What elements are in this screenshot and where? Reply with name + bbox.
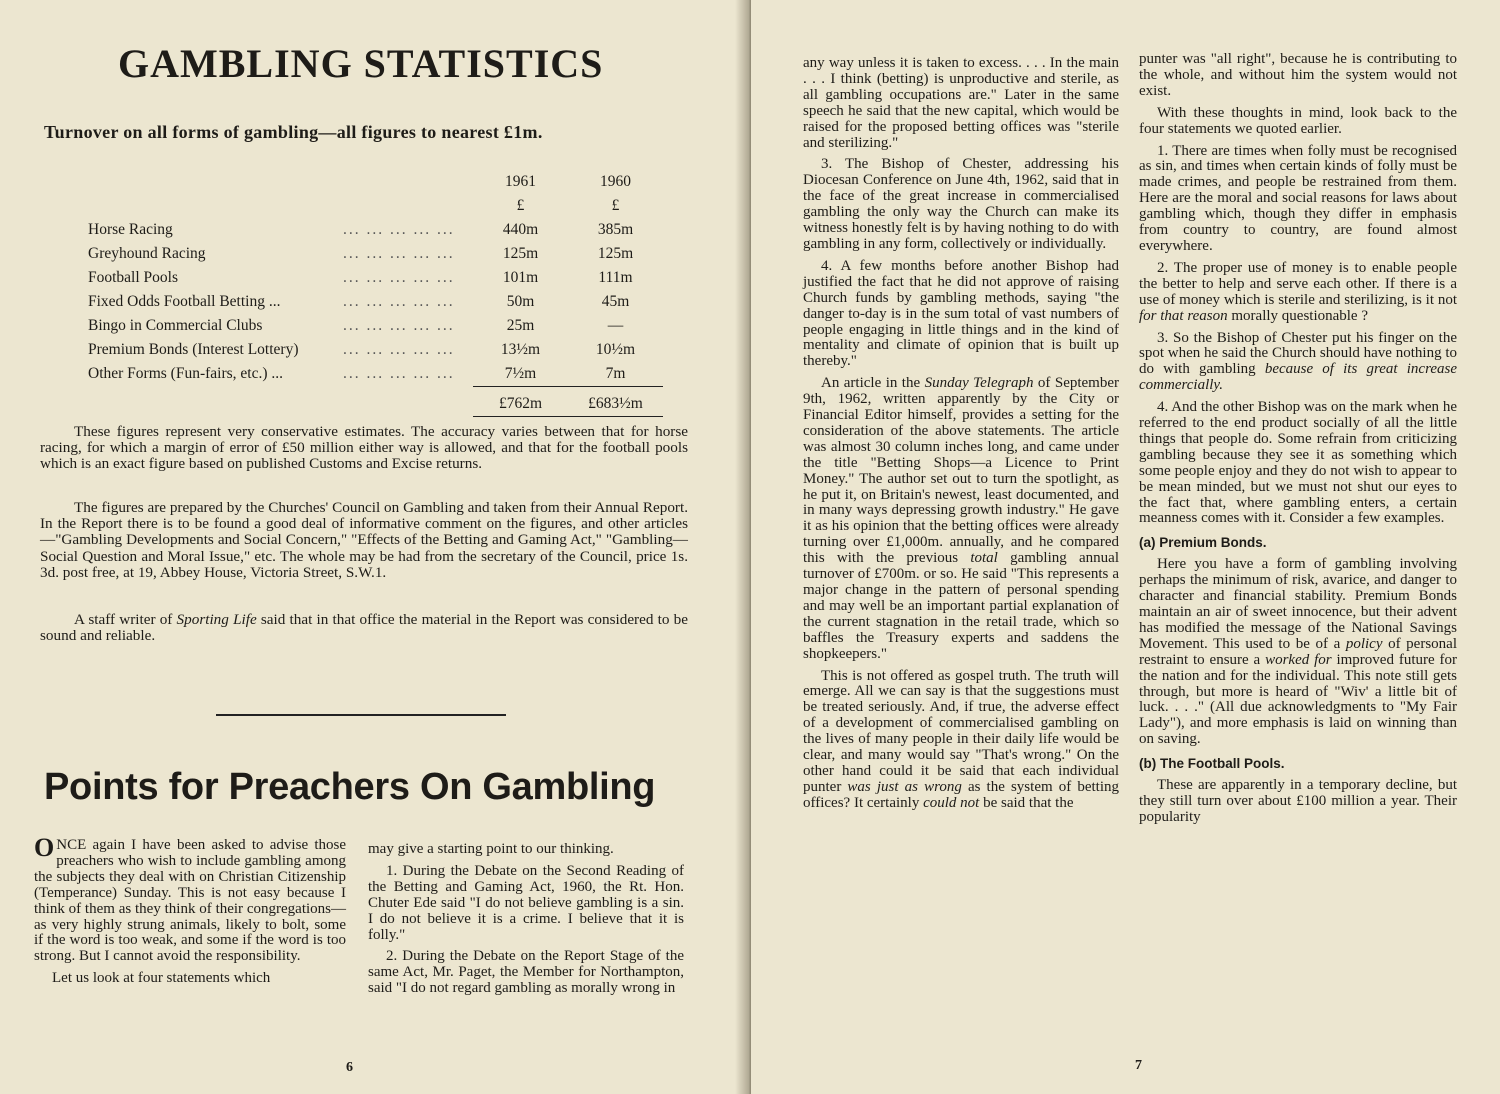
leader-dots: ... ... ... ... ... xyxy=(343,317,455,334)
paget-quote-paragraph: any way unless it is taken to excess. . . . In the main . . . I think (betting) is unproductive and sterile, as all gambling occupations are." Later in the same speech he said that the new capital, which would be raised for the proposed betting offices was "sterile and sterilizing." xyxy=(803,55,1119,151)
statements-lead-paragraph: Let us look at four statements which xyxy=(52,970,271,987)
column-header-1960: 1960 xyxy=(600,173,631,190)
table-subtitle: Turnover on all forms of gambling—all figures to nearest £1m. xyxy=(44,122,543,142)
row-label: Horse Racing xyxy=(88,221,173,238)
value-1960: 10½m xyxy=(595,341,636,358)
leader-dots: ... ... ... ... ... xyxy=(343,245,455,262)
table-row xyxy=(88,290,663,314)
value-1961: 25m xyxy=(506,317,535,334)
gospel-truth-paragraph: This is not offered as gospel truth. The truth will emerge. All we can say is that the suggestions must be treated seriously. And, if true, the adverse effect of a development of commercialised gambling on the lives of many people in their daily life would be clear, and many would say "That's wrong." On the other hand could it be said that each individual punter was just as wrong as the system of betting offices? It certainly could not be said that the xyxy=(803,667,1119,811)
leader-dots: ... ... ... ... ... xyxy=(343,269,455,286)
value-1961: 101m xyxy=(502,269,539,286)
value-1960: 385m xyxy=(597,221,634,238)
estimates-paragraph: These figures represent very conservative estimates. The accuracy varies between that for horse racing, for which a margin of error of £50 million either way is allowed, and that for the football pools which is an exact figure based on published Customs and Excise returns. xyxy=(40,423,688,473)
table-row xyxy=(88,338,663,362)
page-number: 7 xyxy=(1135,1058,1142,1073)
table-row xyxy=(88,362,663,387)
leader-dots: ... ... ... ... ... xyxy=(343,293,455,310)
thoughts-paragraph: With these thoughts in mind, look back to the four statements we quoted earlier. xyxy=(1139,104,1457,137)
row-label: Bingo in Commercial Clubs xyxy=(88,317,263,334)
table-row xyxy=(88,266,663,290)
article-column-3 xyxy=(803,56,1119,818)
section-title: Points for Preachers On Gambling xyxy=(44,766,656,808)
value-1960: 45m xyxy=(601,293,630,310)
value-1961: 7½m xyxy=(473,362,568,387)
point-2-paragraph: 2. The proper use of money is to enable people the better to help and serve each other. If there is a use of money which is sterile and sterilizing, is it not for that reason morally questionable ? xyxy=(1139,259,1457,324)
leader-dots: ... ... ... ... ... xyxy=(343,365,455,383)
premium-bonds-paragraph: Here you have a form of gambling involving perhaps the minimum of risk, avarice, and danger to character and financial stability. Premium Bonds maintain an air of sweet innocence, but their advent has modified the message of the National Savings Movement. This used to be of a policy of personal restraint to ensure a worked for improved future for the nation and for the individual. This note still gets through, but more is heard of "Wiv' a little bit of luck. . . ." (All due acknowledgments to "My Fair Lady"), and more emphasis is laid on winning than on saving. xyxy=(1139,556,1457,748)
article-column-1 xyxy=(34,833,346,993)
premium-bonds-heading: (a) Premium Bonds. xyxy=(1139,535,1267,551)
value-1960: 125m xyxy=(597,245,634,262)
leader-dots: ... ... ... ... ... xyxy=(343,341,455,358)
source-paragraph: The figures are prepared by the Churches' Council on Gambling and taken from their Annual Report. In the Report there is to be found a good deal of informative comment on the figures, and other articles—"Gambling Developments and Social Concern," "Effects of the Betting and Gaming Act," "Gambling—Social Question and Moral Issue," etc. The whole may be had from the secretary of the Council, price 1s. 3d. post free, at 19, Abbey House, Victoria Street, S.W.1. xyxy=(40,499,688,581)
page-number: 6 xyxy=(346,1060,353,1075)
column-header-1961: 1961 xyxy=(505,173,536,190)
statement-4-paragraph: 4. A few months before another Bishop had justified the fact that he did not approve of raising Church funds by gambling methods, saying "the danger to-day is in the sum total of vast numbers of people engaging in little things and in the kind of mentality and climate of opinion that is built up thereby." xyxy=(803,257,1119,370)
football-pools-paragraph: These are apparently in a temporary decline, but they still turn over about £100 million a year. Their popularity xyxy=(1139,777,1457,825)
left-page xyxy=(0,0,749,1094)
value-1961: 13½m xyxy=(500,341,541,358)
table-row xyxy=(88,218,663,242)
value-1961: 440m xyxy=(502,221,539,238)
currency-row xyxy=(88,194,663,218)
total-1960: £683½m xyxy=(568,387,663,417)
row-label: Fixed Odds Football Betting ... xyxy=(88,293,281,310)
total-1961: £762m xyxy=(473,387,568,417)
point-1-paragraph: 1. There are times when folly must be recognised as sin, and times when certain kinds of folly must be made crimes, and people be restrained from them. Here are the moral and social reasons for laws about gambling which, though they differ in emphasis from country to country, are found almost everywhere. xyxy=(1139,142,1457,254)
leader-dots: ... ... ... ... ... xyxy=(343,221,455,238)
statement-1-paragraph: 1. During the Debate on the Second Reading of the Betting and Gaming Act, 1960, the Rt. Hon. Chuter Ede said "I do not believe gambling is a sin. I do not believe it is a crime. I believe that it is folly." xyxy=(368,862,684,943)
table-row xyxy=(88,242,663,266)
table-row xyxy=(88,314,663,338)
page-title: GAMBLING STATISTICS xyxy=(118,41,604,86)
continued-paragraph: may give a starting point to our thinking. xyxy=(368,841,614,857)
article-column-2 xyxy=(368,842,684,1003)
value-1961: 50m xyxy=(506,293,535,310)
row-label: Football Pools xyxy=(88,269,179,286)
statement-2-paragraph: 2. During the Debate on the Report Stage of the same Act, Mr. Paget, the Member for Northampton, said "I do not regard gambling as morally wrong in xyxy=(368,948,684,997)
table-header-row xyxy=(88,170,663,194)
row-label: Premium Bonds (Interest Lottery) xyxy=(88,341,299,358)
row-label: Other Forms (Fun-fairs, etc.) ... xyxy=(88,365,283,383)
value-1961: 125m xyxy=(502,245,539,262)
value-1960: 111m xyxy=(598,269,633,286)
section-divider xyxy=(216,714,506,716)
right-page xyxy=(751,0,1500,1094)
value-1960: 7m xyxy=(568,362,663,387)
currency-1960: £ xyxy=(611,197,620,214)
value-1960: — xyxy=(607,317,624,334)
row-label: Greyhound Racing xyxy=(88,245,206,262)
drop-cap: O xyxy=(34,833,55,862)
gambling-statistics-table xyxy=(88,170,663,417)
sporting-life-paragraph: A staff writer of Sporting Life said that in that office the material in the Report was considered to be sound and reliable. xyxy=(40,611,688,645)
table-total-row xyxy=(88,387,663,417)
punter-paragraph: punter was "all right", because he is contributing to the whole, and without him the system would not exist. xyxy=(1139,51,1457,99)
telegraph-paragraph: An article in the Sunday Telegraph of September 9th, 1962, written apparently by the City or Financial Editor himself, provides a setting for the consideration of the above statements. The article was almost 30 column inches long, and came under the title "Betting Shops—a Licence to Print Money." The author set out to turn the spotlight, as he put it, on Britain's newest, least documented, and in many ways depressing growth industry." He gave it as his opinion that the betting offices were already turning over £1,000m. annually, and he compared this with the previous total gambling annual turnover of £700m. or so. He said "This represents a major change in the pattern of personal spending and may well be an important partial explanation of the current stagnation in the retail trade, which so baffles the Treasury experts and saddens the shopkeepers." xyxy=(803,375,1119,662)
point-4-paragraph: 4. And the other Bishop was on the mark when he referred to the end product socially of all the little things that people do. Some refrain from criticizing gambling because they see it as something which some people enjoy and they do not wish to appear to be mean minded, but we must not shut our eyes to the fact that, where gambling enters, a certain meanness comes with it. Consider a few examples. xyxy=(1139,399,1457,527)
statement-3-paragraph: 3. The Bishop of Chester, addressing his Diocesan Conference on June 4th, 1962, said that in the face of the great increase in commercialised gambling the only way the Church can make its witness honestly felt is by having nothing to do with gambling in any form, collectively or individually. xyxy=(803,156,1119,252)
football-pools-heading: (b) The Football Pools. xyxy=(1139,756,1285,772)
point-3-paragraph: 3. So the Bishop of Chester put his finger on the spot when he said the Church should have nothing to do with gambling because of its great increase commercially. xyxy=(1139,329,1458,394)
intro-paragraph: ONCE again I have been asked to advise those preachers who wish to include gambling among the subjects they deal with on Christian Citizenship (Temperance) Sunday. This is not easy because I think of them as they think of their congregations—as very highly strung animals, likely to bolt, some if the word is too weak, and some if the word is too strong. But I cannot avoid the responsibility. xyxy=(34,833,346,965)
article-column-4 xyxy=(1139,52,1457,832)
currency-1961: £ xyxy=(516,197,525,214)
